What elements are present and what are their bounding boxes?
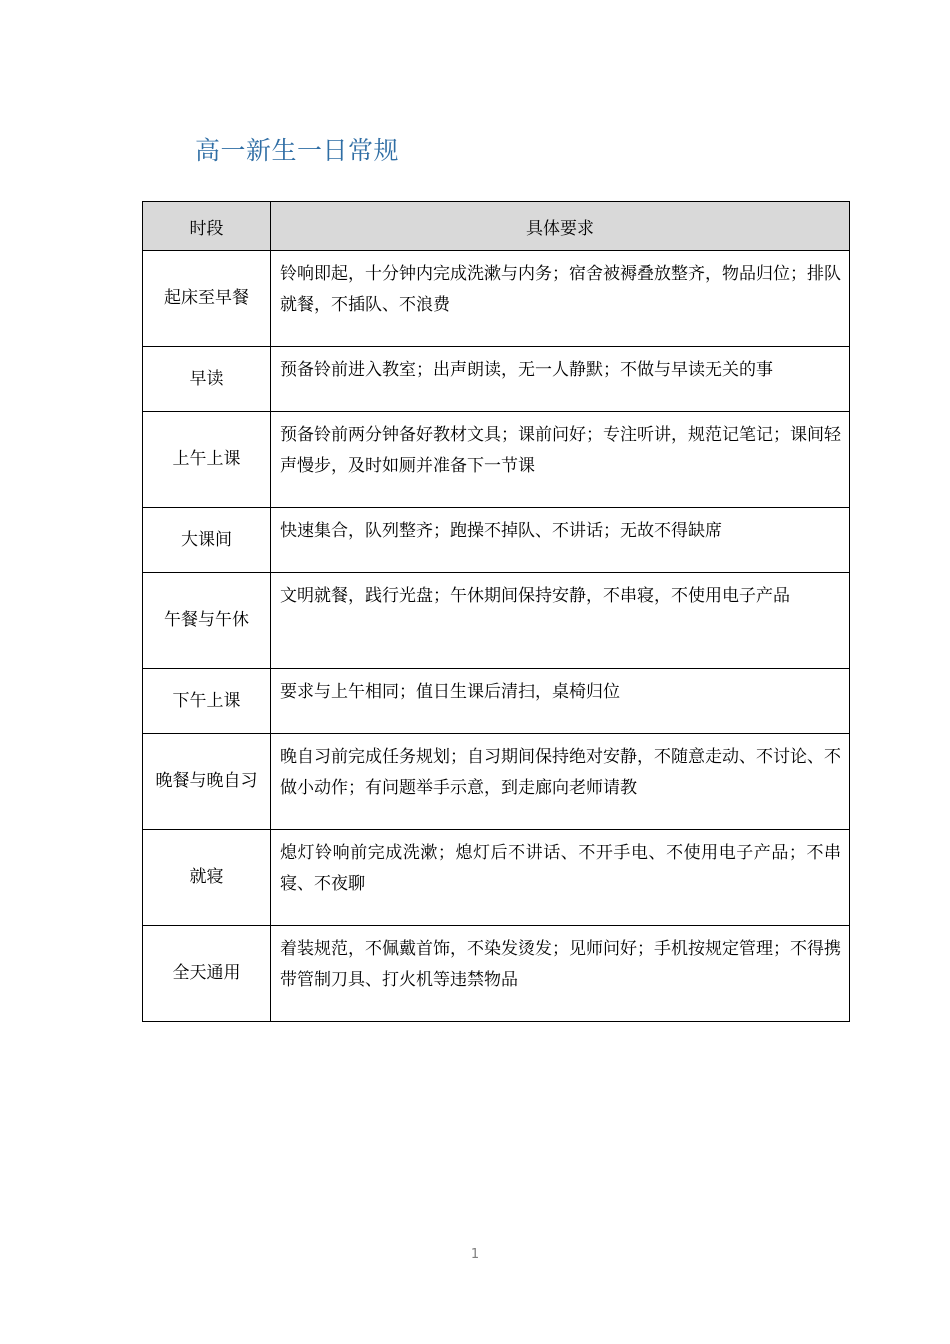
requirements-cell: 铃响即起，十分钟内完成洗漱与内务；宿舍被褥叠放整齐，物品归位；排队就餐，不插队、不浪费 bbox=[271, 251, 850, 347]
table-row bbox=[143, 669, 850, 734]
requirements-cell: 文明就餐，践行光盘；午休期间保持安静，不串寝，不使用电子产品 bbox=[271, 573, 850, 669]
table-row bbox=[143, 734, 850, 830]
requirements-cell: 要求与上午相同；值日生课后清扫，桌椅归位 bbox=[271, 669, 850, 734]
requirements-cell: 预备铃前两分钟备好教材文具；课前问好；专注听讲，规范记笔记；课间轻声慢步，及时如厕并准备下一节课 bbox=[271, 412, 850, 508]
table-row bbox=[143, 830, 850, 926]
table-row bbox=[143, 347, 850, 412]
period-cell: 晚餐与晚自习 bbox=[143, 734, 271, 830]
period-cell: 就寝 bbox=[143, 830, 271, 926]
period-cell: 全天通用 bbox=[143, 926, 271, 1022]
header-period: 时段 bbox=[143, 202, 271, 251]
requirements-cell: 晚自习前完成任务规划；自习期间保持绝对安静，不随意走动、不讨论、不做小动作；有问题举手示意，到走廊向老师请教 bbox=[271, 734, 850, 830]
table-row bbox=[143, 251, 850, 347]
page-number: 1 bbox=[470, 1247, 480, 1262]
table-row bbox=[143, 412, 850, 508]
requirements-cell: 快速集合，队列整齐；跑操不掉队、不讲话；无故不得缺席 bbox=[271, 508, 850, 573]
document-title: 高一新生一日常规 bbox=[195, 136, 400, 165]
header-requirements: 具体要求 bbox=[271, 202, 850, 251]
requirements-cell: 着装规范，不佩戴首饰，不染发烫发；见师问好；手机按规定管理；不得携带管制刀具、打火机等违禁物品 bbox=[271, 926, 850, 1022]
requirements-cell: 预备铃前进入教室；出声朗读，无一人静默；不做与早读无关的事 bbox=[271, 347, 850, 412]
period-cell: 起床至早餐 bbox=[143, 251, 271, 347]
period-cell: 上午上课 bbox=[143, 412, 271, 508]
daily-rules-table bbox=[142, 201, 850, 1022]
period-cell: 下午上课 bbox=[143, 669, 271, 734]
period-cell: 午餐与午休 bbox=[143, 573, 271, 669]
requirements-cell: 熄灯铃响前完成洗漱；熄灯后不讲话、不开手电、不使用电子产品；不串寝、不夜聊 bbox=[271, 830, 850, 926]
table-row bbox=[143, 508, 850, 573]
period-cell: 大课间 bbox=[143, 508, 271, 573]
table-header-row bbox=[143, 202, 850, 251]
table-row bbox=[143, 926, 850, 1022]
table-row bbox=[143, 573, 850, 669]
period-cell: 早读 bbox=[143, 347, 271, 412]
